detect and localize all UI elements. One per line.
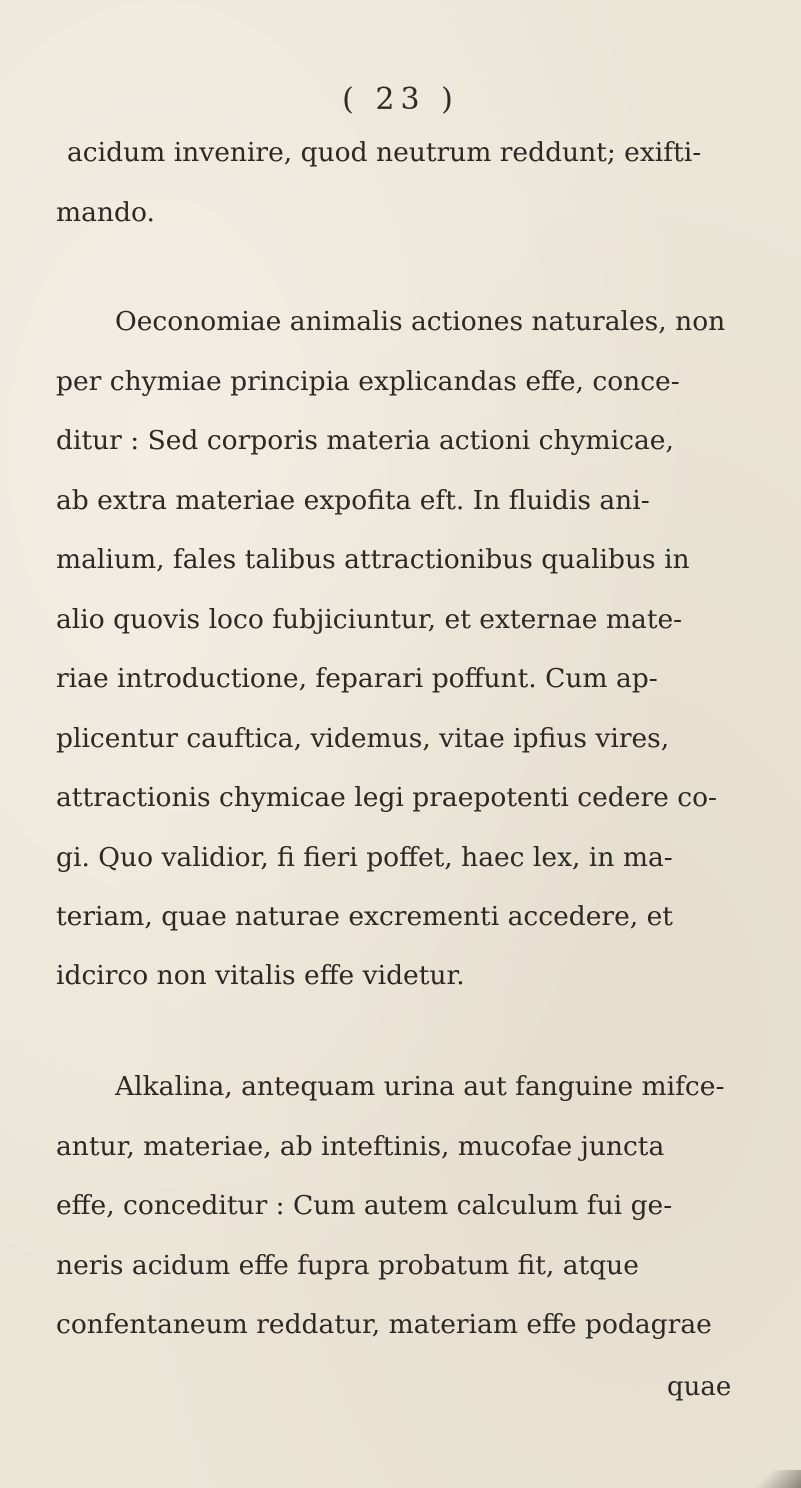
text-line: idcirco non vitalis effe videtur. xyxy=(56,960,465,991)
text-line: teriam, quae naturae excrementi accedere, et xyxy=(56,901,673,932)
page-number: ( 23 ) xyxy=(342,82,459,117)
text-line: riae introductione, feparari poffunt. Cum ap- xyxy=(56,663,658,694)
text-line: ab extra materiae expofita eft. In fluidis ani- xyxy=(56,485,650,516)
text-line: ditur : Sed corporis materia actioni chymicae, xyxy=(56,425,674,456)
text-line: per chymiae principia explicandas effe, conce- xyxy=(56,366,680,397)
corner-stain xyxy=(741,1470,801,1488)
text-line: plicentur cauftica, videmus, vitae ipfius vires, xyxy=(56,723,670,754)
text-line: confentaneum reddatur, materiam effe podagrae xyxy=(56,1309,712,1340)
text-line: mando. xyxy=(56,197,155,228)
text-line: Oeconomiae animalis actiones naturales, non xyxy=(115,306,726,337)
text-line: Alkalina, antequam urina aut fanguine mifce- xyxy=(115,1071,725,1102)
text-line: gi. Quo validior, fi fieri poffet, haec lex, in ma- xyxy=(56,842,673,873)
catchword: quae xyxy=(667,1372,732,1402)
text-line: malium, fales talibus attractionibus qualibus in xyxy=(56,544,690,575)
text-line: effe, conceditur : Cum autem calculum fui ge- xyxy=(56,1190,673,1221)
text-line: acidum invenire, quod neutrum reddunt; exifti- xyxy=(67,137,702,168)
text-line: neris acidum effe fupra probatum fit, atque xyxy=(56,1250,639,1281)
text-line: attractionis chymicae legi praepotenti cedere co- xyxy=(56,782,717,813)
text-line: alio quovis loco fubjiciuntur, et externae mate- xyxy=(56,604,683,635)
text-line: antur, materiae, ab inteftinis, mucofae juncta xyxy=(56,1131,665,1162)
